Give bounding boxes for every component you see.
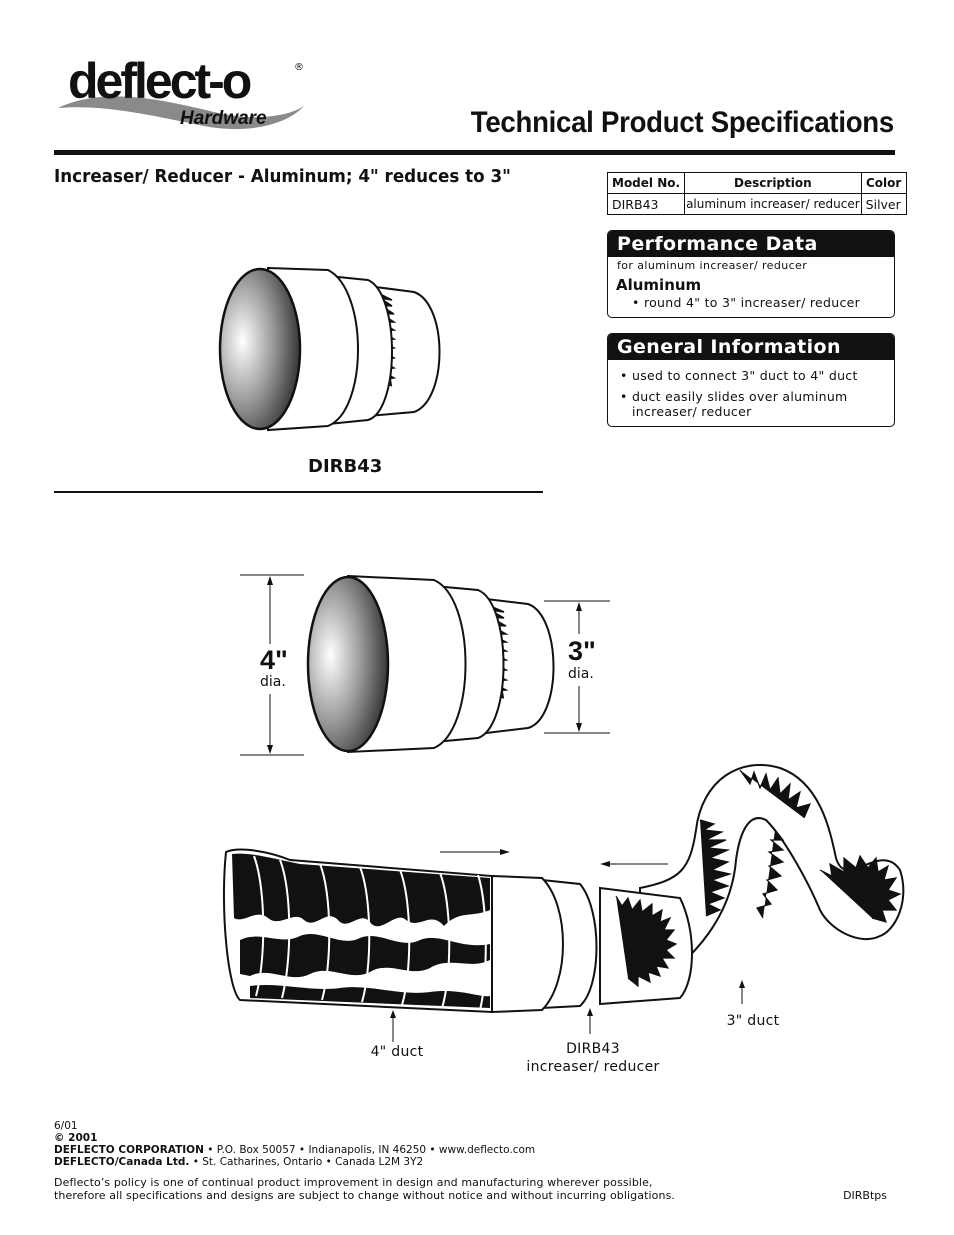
spec-cell-color: Silver bbox=[861, 194, 906, 215]
section-rule bbox=[54, 491, 543, 493]
product-image-reducer bbox=[218, 264, 448, 434]
assembly-diagram bbox=[220, 760, 910, 1050]
spec-table-header-row bbox=[608, 173, 907, 194]
performance-heading: Aluminum bbox=[616, 276, 702, 294]
document-id: DIRBtps bbox=[843, 1189, 887, 1202]
footer-canada-address: • St. Catharines, Ontario • Canada L2M 3Y2 bbox=[189, 1156, 424, 1168]
label-3in-duct: 3" duct bbox=[726, 1013, 780, 1029]
general-info-panel bbox=[607, 333, 895, 427]
logo-wordmark: deflect-o bbox=[68, 53, 250, 109]
policy-line-1: Deflecto’s policy is one of continual product improvement in design and manufacturing wherever possible, bbox=[54, 1176, 653, 1189]
registered-mark: ® bbox=[294, 62, 304, 73]
dimension-large-unit: dia. bbox=[260, 674, 286, 690]
dimension-small-unit: dia. bbox=[568, 666, 594, 682]
spec-cell-model: DIRB43 bbox=[608, 194, 685, 215]
label-4in-duct: 4" duct bbox=[370, 1044, 424, 1060]
spec-col-color: Color bbox=[861, 173, 906, 194]
product-label: DIRB43 bbox=[308, 456, 383, 477]
label-reducer-model: DIRB43 bbox=[566, 1041, 620, 1057]
spec-table bbox=[607, 172, 907, 215]
policy-text bbox=[54, 1177, 675, 1202]
label-reducer-desc: increaser/ reducer bbox=[526, 1059, 660, 1075]
performance-subtitle: for aluminum increaser/ reducer bbox=[617, 259, 808, 272]
performance-panel-title: Performance Data bbox=[608, 231, 894, 257]
product-title: Increaser/ Reducer - Aluminum; 4" reduces to 3" bbox=[54, 166, 511, 187]
footer-canada-name: DEFLECTO/Canada Ltd. bbox=[54, 1156, 190, 1168]
footer bbox=[54, 1120, 914, 1168]
list-item: • used to connect 3" duct to 4" duct bbox=[608, 368, 862, 383]
performance-panel bbox=[607, 230, 895, 318]
logo-subtitle: Hardware bbox=[180, 108, 267, 129]
dimension-large-value: 4" bbox=[260, 645, 288, 675]
deflecto-logo bbox=[54, 50, 314, 142]
spec-col-model: Model No. bbox=[608, 173, 685, 194]
list-item: • duct easily slides over aluminum increaser/ reducer bbox=[608, 389, 862, 419]
footer-copyright: © 2001 bbox=[54, 1132, 98, 1144]
footer-corp-address: • P.O. Box 50057 • Indianapolis, IN 46250 • www.deflecto.com bbox=[203, 1144, 536, 1156]
dimension-small-value: 3" bbox=[568, 636, 596, 666]
general-info-title: General Information bbox=[608, 334, 894, 360]
header-rule bbox=[54, 150, 895, 155]
footer-date: 6/01 bbox=[54, 1120, 78, 1132]
table-row bbox=[608, 194, 907, 215]
page-title: Technical Product Specifications bbox=[470, 106, 894, 139]
footer-corp-name: DEFLECTO CORPORATION bbox=[54, 1144, 204, 1156]
dimension-diagram bbox=[236, 572, 616, 762]
policy-line-2: therefore all specifications and designs are subject to change without notice and without incurring obligations. bbox=[54, 1188, 676, 1202]
spec-cell-description: aluminum increaser/ reducer bbox=[685, 194, 862, 215]
performance-bullet: • round 4" to 3" increaser/ reducer bbox=[632, 295, 861, 310]
spec-col-description: Description bbox=[685, 173, 862, 194]
